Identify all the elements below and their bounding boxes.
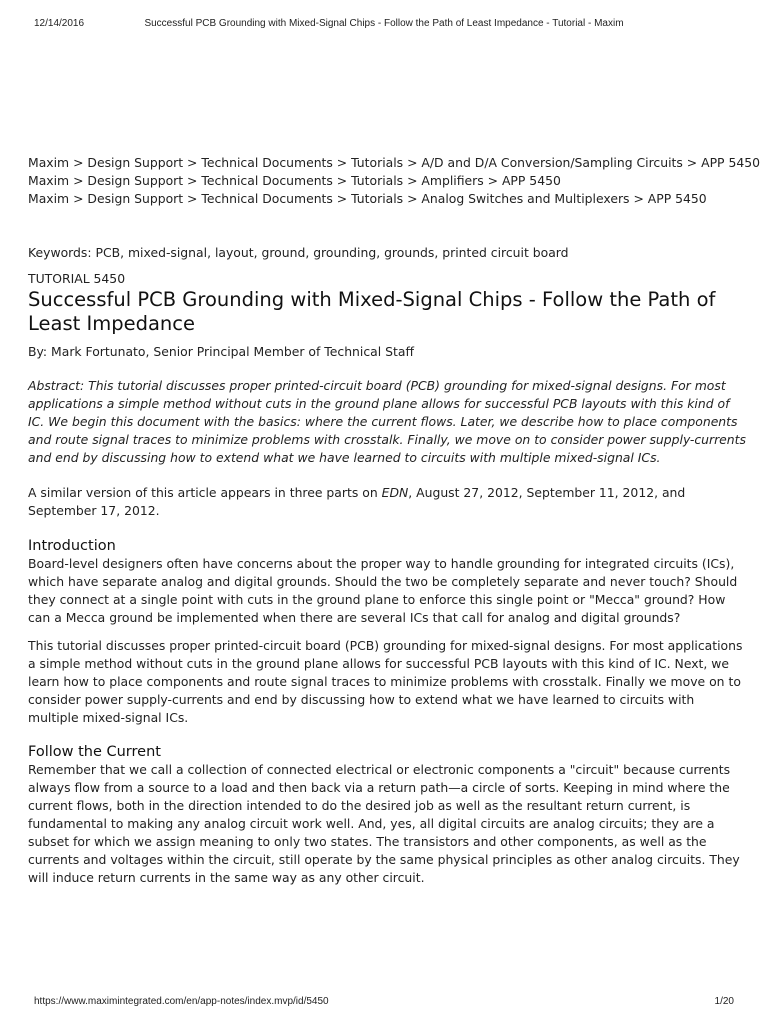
- page-number: 1/20: [714, 996, 734, 1007]
- breadcrumb-link-technical-documents[interactable]: Technical Documents: [201, 155, 333, 170]
- breadcrumb-link-category[interactable]: Analog Switches and Multiplexers: [421, 191, 630, 206]
- document-content: [28, 154, 761, 897]
- print-footer: [34, 996, 734, 1010]
- publication-name: EDN: [381, 485, 409, 500]
- breadcrumb-link-maxim[interactable]: Maxim: [28, 155, 70, 170]
- similar-version-text-before: A similar version of this article appears in three parts on: [28, 485, 382, 500]
- print-page-title: Successful PCB Grounding with Mixed-Signal Chips - Follow the Path of Least Impedance - Tutorial - Maxim: [144, 18, 624, 29]
- print-date: 12/14/2016: [34, 18, 85, 29]
- breadcrumb-link-app[interactable]: APP 5450: [501, 173, 561, 188]
- breadcrumb: Maxim > Design Support > Technical Documents > Tutorials > Analog Switches and Multiplexers > APP 5450: [28, 191, 707, 206]
- breadcrumb-link-design-support[interactable]: Design Support: [87, 173, 184, 188]
- keywords: Keywords: PCB, mixed-signal, layout, ground, grounding, grounds, printed circuit board: [28, 245, 569, 260]
- print-url: https://www.maximintegrated.com/en/app-notes/index.mvp/id/5450: [34, 996, 329, 1007]
- breadcrumb-link-category[interactable]: A/D and D/A Conversion/Sampling Circuits: [421, 155, 683, 170]
- breadcrumb-link-maxim[interactable]: Maxim: [28, 173, 70, 188]
- tutorial-number: TUTORIAL 5450: [28, 271, 126, 286]
- breadcrumb-link-app[interactable]: APP 5450: [647, 191, 707, 206]
- paragraph: This tutorial discusses proper printed-circuit board (PCB) grounding for mixed-signal designs. For most applications a simple method without cuts in the ground plane allows for successful PCB layouts with this kind of IC. Next, we learn how to place components and route signal traces to minimize problems with crosstalk. Finally we move on to consider power supply-currents and end by discussing how to extend what we have learned to circuits with multiple mixed-signal ICs.: [28, 638, 743, 725]
- breadcrumb: Maxim > Design Support > Technical Documents > Tutorials > Amplifiers > APP 5450: [28, 173, 561, 188]
- breadcrumb-link-design-support[interactable]: Design Support: [87, 155, 184, 170]
- author-byline: By: Mark Fortunato, Senior Principal Member of Technical Staff: [28, 344, 414, 359]
- similar-version-note: [28, 484, 748, 520]
- paragraph: Remember that we call a collection of connected electrical or electronic components a "circuit" because currents always flow from a source to a load and then back via a return path—a circle of sorts. Keeping in mind where the current flows, both in the direction intended to do the desired job as well as the resultant return current, is fundamental to making any analog circuit work well. And, yes, all digital circuits are analog circuits; they are a subset for which we assign meaning to only two states. The transistors and other components, as well as the currents and voltages within the circuit, still operate by the same physical principles as other analog circuits. They will induce return currents in the same way as any other circuit.: [28, 762, 740, 885]
- print-header: [34, 18, 734, 32]
- breadcrumb-link-app[interactable]: APP 5450: [701, 155, 761, 170]
- breadcrumb-link-tutorials[interactable]: Tutorials: [351, 155, 404, 170]
- abstract: Abstract: This tutorial discusses proper printed-circuit board (PCB) grounding for mixed-signal designs. For most applications a simple method without cuts in the ground plane allows for successful PCB layouts with this kind of IC. We begin this document with the basics: where the current flows. Later, we describe how to place components and route signal traces to minimize problems with crosstalk. Finally, we move on to consider power supply-currents and end by discussing how to extend what we have learned to circuits with multiple mixed-signal ICs.: [28, 378, 746, 465]
- breadcrumb-link-technical-documents[interactable]: Technical Documents: [201, 191, 333, 206]
- breadcrumb-list: [28, 154, 761, 208]
- breadcrumb-link-technical-documents[interactable]: Technical Documents: [201, 173, 333, 188]
- section-heading-introduction: Introduction: [28, 538, 116, 554]
- breadcrumb-link-tutorials[interactable]: Tutorials: [351, 173, 404, 188]
- breadcrumb: Maxim > Design Support > Technical Documents > Tutorials > A/D and D/A Conversion/Sampling Circuits > APP 5450: [28, 155, 761, 170]
- breadcrumb-link-design-support[interactable]: Design Support: [87, 191, 184, 206]
- paragraph: Board-level designers often have concerns about the proper way to handle grounding for integrated circuits (ICs), which have separate analog and digital grounds. Should the two be completely separate and never touch? Should they connect at a single point with cuts in the ground plane to enforce this single point or "Mecca" ground? How can a Mecca ground be implemented when there are several ICs that call for analog and digital grounds?: [28, 556, 738, 625]
- breadcrumb-link-maxim[interactable]: Maxim: [28, 191, 70, 206]
- similar-version-text-after: , August 27, 2012, September 11, 2012, and September 17, 2012.: [28, 485, 686, 518]
- section-heading-follow-current: Follow the Current: [28, 744, 161, 760]
- breadcrumb-link-tutorials[interactable]: Tutorials: [351, 191, 404, 206]
- page-title: Successful PCB Grounding with Mixed-Signal Chips - Follow the Path of Least Impedance: [28, 288, 716, 335]
- breadcrumb-link-category[interactable]: Amplifiers: [421, 173, 484, 188]
